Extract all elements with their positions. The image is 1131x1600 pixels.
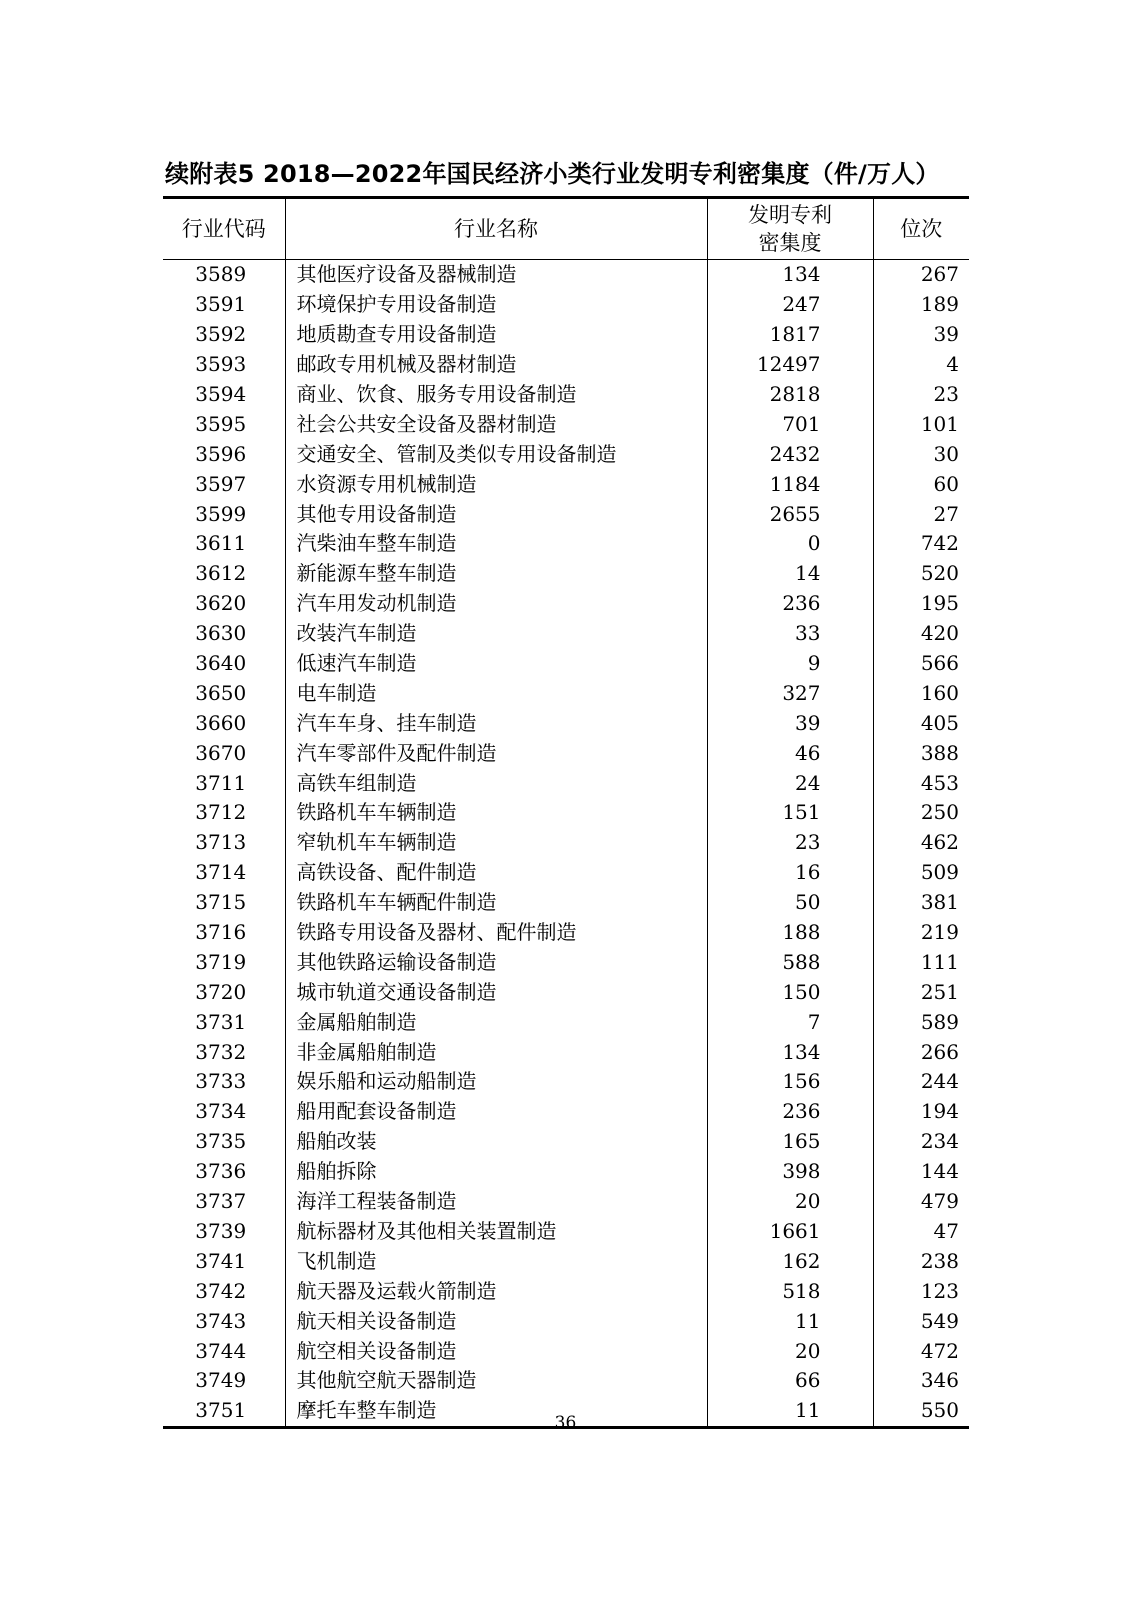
code-cell: 3650	[195, 680, 247, 705]
table-row	[163, 1007, 969, 1037]
code-cell: 3734	[195, 1099, 247, 1124]
name-cell: 其他航空航天器制造	[285, 1366, 707, 1396]
code-cell: 3711	[195, 770, 247, 795]
code-cell: 3731	[195, 1009, 247, 1034]
rank-cell: 742	[873, 529, 969, 559]
density-cell: 701	[707, 409, 873, 439]
code-cell: 3743	[195, 1308, 247, 1333]
density-cell: 20	[707, 1336, 873, 1366]
table-row	[163, 260, 969, 290]
name-cell: 低速汽车制造	[285, 649, 707, 679]
density-cell: 12497	[707, 350, 873, 380]
table-row	[163, 529, 969, 559]
density-cell: 165	[707, 1127, 873, 1157]
rank-cell: 509	[873, 858, 969, 888]
rank-cell: 194	[873, 1097, 969, 1127]
density-cell: 236	[707, 1097, 873, 1127]
code-cell: 3670	[195, 740, 247, 765]
code-cell: 3749	[195, 1368, 247, 1393]
density-cell: 247	[707, 290, 873, 320]
table-row	[163, 350, 969, 380]
name-cell: 海洋工程装备制造	[285, 1187, 707, 1217]
table-row	[163, 1306, 969, 1336]
code-cell: 3739	[195, 1218, 247, 1243]
density-cell: 7	[707, 1007, 873, 1037]
density-cell: 327	[707, 678, 873, 708]
density-cell: 150	[707, 977, 873, 1007]
code-cell: 3715	[195, 890, 247, 915]
rank-cell: 47	[873, 1217, 969, 1247]
density-cell: 33	[707, 619, 873, 649]
density-cell: 151	[707, 798, 873, 828]
name-cell: 电车制造	[285, 678, 707, 708]
rank-cell: 550	[873, 1396, 969, 1427]
rank-cell: 453	[873, 768, 969, 798]
code-cell: 3713	[195, 830, 247, 855]
code-cell: 3735	[195, 1129, 247, 1154]
table-row	[163, 589, 969, 619]
code-cell: 3741	[195, 1248, 247, 1273]
table-title: 续附表5 2018—2022年国民经济小类行业发明专利密集度（件/万人）	[165, 160, 940, 188]
name-cell: 环境保护专用设备制造	[285, 290, 707, 320]
rank-cell: 566	[873, 649, 969, 679]
rank-cell: 549	[873, 1306, 969, 1336]
name-cell: 其他专用设备制造	[285, 499, 707, 529]
name-cell: 水资源专用机械制造	[285, 469, 707, 499]
rank-cell: 244	[873, 1067, 969, 1097]
name-cell: 航天器及运载火箭制造	[285, 1276, 707, 1306]
density-cell: 9	[707, 649, 873, 679]
name-cell: 金属船舶制造	[285, 1007, 707, 1037]
code-cell: 3719	[195, 949, 247, 974]
table-row	[163, 858, 969, 888]
rank-cell: 267	[873, 260, 969, 290]
density-cell: 66	[707, 1366, 873, 1396]
rank-cell: 4	[873, 350, 969, 380]
name-cell: 汽车零部件及配件制造	[285, 738, 707, 768]
rank-cell: 381	[873, 888, 969, 918]
table-row	[163, 499, 969, 529]
header-code: 行业代码	[163, 198, 285, 260]
name-cell: 汽柴油车整车制造	[285, 529, 707, 559]
name-cell: 船用配套设备制造	[285, 1097, 707, 1127]
name-cell: 社会公共安全设备及器材制造	[285, 409, 707, 439]
rank-cell: 195	[873, 589, 969, 619]
rank-cell: 266	[873, 1037, 969, 1067]
code-cell: 3592	[195, 322, 247, 347]
code-cell: 3716	[195, 920, 247, 945]
density-cell: 16	[707, 858, 873, 888]
patent-density-table	[163, 196, 969, 1429]
name-cell: 商业、饮食、服务专用设备制造	[285, 380, 707, 410]
table-row	[163, 649, 969, 679]
table-header-row	[163, 198, 969, 260]
rank-cell: 123	[873, 1276, 969, 1306]
code-cell: 3597	[195, 471, 247, 496]
rank-cell: 251	[873, 977, 969, 1007]
name-cell: 汽车车身、挂车制造	[285, 708, 707, 738]
density-cell: 1184	[707, 469, 873, 499]
table-row	[163, 439, 969, 469]
rank-cell: 144	[873, 1157, 969, 1187]
table-row	[163, 678, 969, 708]
page-number: 36	[554, 1413, 577, 1433]
code-cell: 3612	[195, 561, 247, 586]
density-cell: 162	[707, 1246, 873, 1276]
table-row	[163, 1246, 969, 1276]
name-cell: 铁路专用设备及器材、配件制造	[285, 918, 707, 948]
table-row	[163, 469, 969, 499]
table-row	[163, 947, 969, 977]
name-cell: 船舶拆除	[285, 1157, 707, 1187]
table-row	[163, 619, 969, 649]
code-cell: 3660	[195, 710, 247, 735]
table-row	[163, 738, 969, 768]
name-cell: 船舶改装	[285, 1127, 707, 1157]
rank-cell: 238	[873, 1246, 969, 1276]
code-cell: 3742	[195, 1278, 247, 1303]
table-row	[163, 1127, 969, 1157]
name-cell: 新能源车整车制造	[285, 559, 707, 589]
rank-cell: 39	[873, 320, 969, 350]
table-row	[163, 888, 969, 918]
code-cell: 3733	[195, 1069, 247, 1094]
table-body	[163, 260, 969, 1428]
name-cell: 高铁设备、配件制造	[285, 858, 707, 888]
code-cell: 3737	[195, 1189, 247, 1214]
density-cell: 11	[707, 1306, 873, 1336]
density-cell: 0	[707, 529, 873, 559]
rank-cell: 472	[873, 1336, 969, 1366]
name-cell: 航标器材及其他相关装置制造	[285, 1217, 707, 1247]
density-cell: 14	[707, 559, 873, 589]
table-row	[163, 708, 969, 738]
code-cell: 3596	[195, 441, 247, 466]
code-cell: 3630	[195, 621, 247, 646]
rank-cell: 405	[873, 708, 969, 738]
density-cell: 236	[707, 589, 873, 619]
density-cell: 1817	[707, 320, 873, 350]
rank-cell: 462	[873, 828, 969, 858]
table-row	[163, 1217, 969, 1247]
density-cell: 518	[707, 1276, 873, 1306]
code-cell: 3736	[195, 1159, 247, 1184]
table-row	[163, 320, 969, 350]
table-row	[163, 380, 969, 410]
name-cell: 其他医疗设备及器械制造	[285, 260, 707, 290]
density-cell: 39	[707, 708, 873, 738]
name-cell: 城市轨道交通设备制造	[285, 977, 707, 1007]
density-cell: 46	[707, 738, 873, 768]
header-density	[707, 198, 873, 260]
name-cell: 飞机制造	[285, 1246, 707, 1276]
rank-cell: 520	[873, 559, 969, 589]
code-cell: 3611	[195, 531, 247, 556]
density-cell: 2655	[707, 499, 873, 529]
density-cell: 2818	[707, 380, 873, 410]
code-cell: 3640	[195, 651, 247, 676]
name-cell: 摩托车整车制造	[285, 1396, 707, 1427]
table-row	[163, 1366, 969, 1396]
name-cell: 交通安全、管制及类似专用设备制造	[285, 439, 707, 469]
rank-cell: 189	[873, 290, 969, 320]
table-row	[163, 1067, 969, 1097]
density-cell: 588	[707, 947, 873, 977]
table-row	[163, 1097, 969, 1127]
density-cell: 134	[707, 260, 873, 290]
name-cell: 改装汽车制造	[285, 619, 707, 649]
density-cell: 23	[707, 828, 873, 858]
table-row	[163, 798, 969, 828]
table-row	[163, 977, 969, 1007]
rank-cell: 479	[873, 1187, 969, 1217]
rank-cell: 420	[873, 619, 969, 649]
table-row	[163, 1336, 969, 1366]
name-cell: 娱乐船和运动船制造	[285, 1067, 707, 1097]
code-cell: 3595	[195, 411, 247, 436]
rank-cell: 30	[873, 439, 969, 469]
rank-cell: 250	[873, 798, 969, 828]
density-cell: 134	[707, 1037, 873, 1067]
rank-cell: 111	[873, 947, 969, 977]
rank-cell: 219	[873, 918, 969, 948]
table-row	[163, 1187, 969, 1217]
name-cell: 高铁车组制造	[285, 768, 707, 798]
name-cell: 窄轨机车车辆制造	[285, 828, 707, 858]
table-row	[163, 1276, 969, 1306]
density-cell: 24	[707, 768, 873, 798]
header-name: 行业名称	[285, 198, 707, 260]
name-cell: 汽车用发动机制造	[285, 589, 707, 619]
name-cell: 地质勘查专用设备制造	[285, 320, 707, 350]
name-cell: 铁路机车车辆配件制造	[285, 888, 707, 918]
rank-cell: 589	[873, 1007, 969, 1037]
name-cell: 其他铁路运输设备制造	[285, 947, 707, 977]
code-cell: 3620	[195, 591, 247, 616]
table-row	[163, 1037, 969, 1067]
name-cell: 邮政专用机械及器材制造	[285, 350, 707, 380]
table-row	[163, 768, 969, 798]
rank-cell: 23	[873, 380, 969, 410]
table-row	[163, 1157, 969, 1187]
code-cell: 3712	[195, 800, 247, 825]
code-cell: 3599	[195, 501, 247, 526]
density-cell: 1661	[707, 1217, 873, 1247]
density-cell: 20	[707, 1187, 873, 1217]
rank-cell: 388	[873, 738, 969, 768]
code-cell: 3589	[195, 262, 247, 287]
header-rank: 位次	[873, 198, 969, 260]
code-cell: 3732	[195, 1039, 247, 1064]
density-cell: 2432	[707, 439, 873, 469]
table-row	[163, 828, 969, 858]
name-cell: 非金属船舶制造	[285, 1037, 707, 1067]
code-cell: 3744	[195, 1338, 247, 1363]
header-density-line2: 密集度	[758, 231, 822, 255]
rank-cell: 160	[873, 678, 969, 708]
rank-cell: 234	[873, 1127, 969, 1157]
table-row	[163, 290, 969, 320]
density-cell: 156	[707, 1067, 873, 1097]
density-cell: 398	[707, 1157, 873, 1187]
rank-cell: 27	[873, 499, 969, 529]
table-row	[163, 559, 969, 589]
density-cell: 50	[707, 888, 873, 918]
code-cell: 3593	[195, 352, 247, 377]
rank-cell: 346	[873, 1366, 969, 1396]
code-cell: 3751	[195, 1398, 247, 1423]
code-cell: 3591	[195, 292, 247, 317]
density-cell: 188	[707, 918, 873, 948]
rank-cell: 101	[873, 409, 969, 439]
name-cell: 航空相关设备制造	[285, 1336, 707, 1366]
density-cell: 11	[707, 1396, 873, 1427]
code-cell: 3714	[195, 860, 247, 885]
rank-cell: 60	[873, 469, 969, 499]
code-cell: 3720	[195, 979, 247, 1004]
code-cell: 3594	[195, 382, 247, 406]
name-cell: 铁路机车车辆制造	[285, 798, 707, 828]
table-row	[163, 918, 969, 948]
table-row	[163, 409, 969, 439]
name-cell: 航天相关设备制造	[285, 1306, 707, 1336]
header-density-line1: 发明专利	[748, 203, 832, 227]
